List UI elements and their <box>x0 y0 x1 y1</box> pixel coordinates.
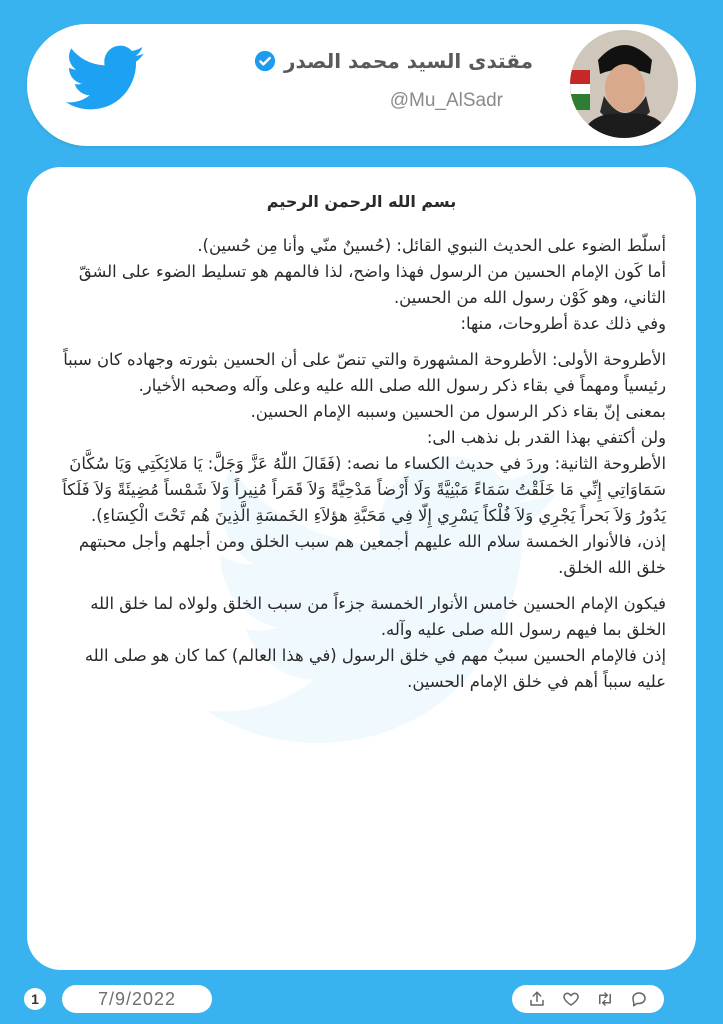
tweet-paragraph: إذن، فالأنوار الخمسة سلام الله عليهم أجمعين هم سبب الخلق ومن أجلهم وأجل محبتهم خلق الله الخلق. <box>78 532 666 577</box>
tweet-text <box>57 189 666 695</box>
tweet-actions-bar <box>512 985 664 1013</box>
avatar-portrait-icon <box>570 30 678 138</box>
tweet-title: بسم الله الرحمن الرحيم <box>266 192 457 211</box>
verified-badge-icon <box>254 50 276 72</box>
avatar[interactable] <box>570 30 678 138</box>
tweet-paragraph: وفي ذلك عدة أطروحات، منها: <box>460 314 666 333</box>
tweet-paragraph: الأطروحة الأولى: الأطروحة المشهورة والتي تنصّ على أن الحسين بثورته وجهاده كان سبباً رئيسياً ومهماً في بقاء ذكر رسول الله صلى الله عليه وعلى وآله وصحبه الأخيار. <box>63 350 666 395</box>
tweet-paragraph: أما كَون الإمام الحسين من الرسول فهذا واضح، لذا فالمهم هو تسليط الضوء على الشقّ الثاني، وهو كَوْن رسول الله من الحسين. <box>78 262 666 307</box>
retweet-icon[interactable] <box>596 990 614 1008</box>
tweet-body-card <box>27 167 696 970</box>
display-name-row <box>254 49 533 73</box>
like-icon[interactable] <box>562 990 580 1008</box>
tweet-paragraph: الأطروحة الثانية: وردَ في حديث الكساء ما نصه: (فَقَالَ اللّهُ عَزَّ وَجَلَّ: يَا مَلائِكَتِي وَيَا سُكَّانَ سَمَاوَاتِي إِنِّي مَا خَلَقْتُ سَمَاءً مَبْنِيَّةً وَلَا أَرْضاً مَدْحِيَّةً وَلاَ قَمَراً مُنِيراً وَلاَ شَمْساً مُضِيئَةً وَلاَ فَلَكاً يَدُورُ وَلاَ بَحراً يَجْرِي وَلاَ فُلْكاً يَسْرِي إِلّا فِي مَحَبَّةِ هؤلاَءِ الخَمسَةِ الَّذِينَ هُم تَحْتَ الْكِسَاءِ). <box>62 454 666 525</box>
twitter-bird-icon <box>58 38 154 118</box>
tweet-date: 7/9/2022 <box>62 985 212 1013</box>
tweet-paragraph: أسلّط الضوء على الحديث النبوي القائل: (حُسينٌ منّي وأنا مِن حُسين). <box>197 236 666 255</box>
page-number-badge: 1 <box>24 988 46 1010</box>
tweet-paragraph: إذن فالإمام الحسين سببٌ مهم في خلق الرسول (في هذا العالم) كما كان هو صلى الله عليه سبباً أهم في خلق الإمام الحسين. <box>84 646 666 691</box>
display-name[interactable]: مقتدى السيد محمد الصدر <box>283 49 533 73</box>
tweet-paragraph: فيكون الإمام الحسين خامس الأنوار الخمسة جزءاً من سبب الخلق ولولاه لما خلق الله الخلق بما فيهم رسول الله صلى عليه وآله. <box>90 594 666 639</box>
reply-icon[interactable] <box>630 990 648 1008</box>
user-handle[interactable]: @Mu_AlSadr <box>389 90 503 111</box>
tweet-paragraph: ولن أكتفي بهذا القدر بل نذهب الى: <box>426 428 666 447</box>
share-icon[interactable] <box>528 990 546 1008</box>
tweet-paragraph: بمعنى إنّ بقاء ذكر الرسول من الحسين وسببه الإمام الحسين. <box>250 402 666 421</box>
